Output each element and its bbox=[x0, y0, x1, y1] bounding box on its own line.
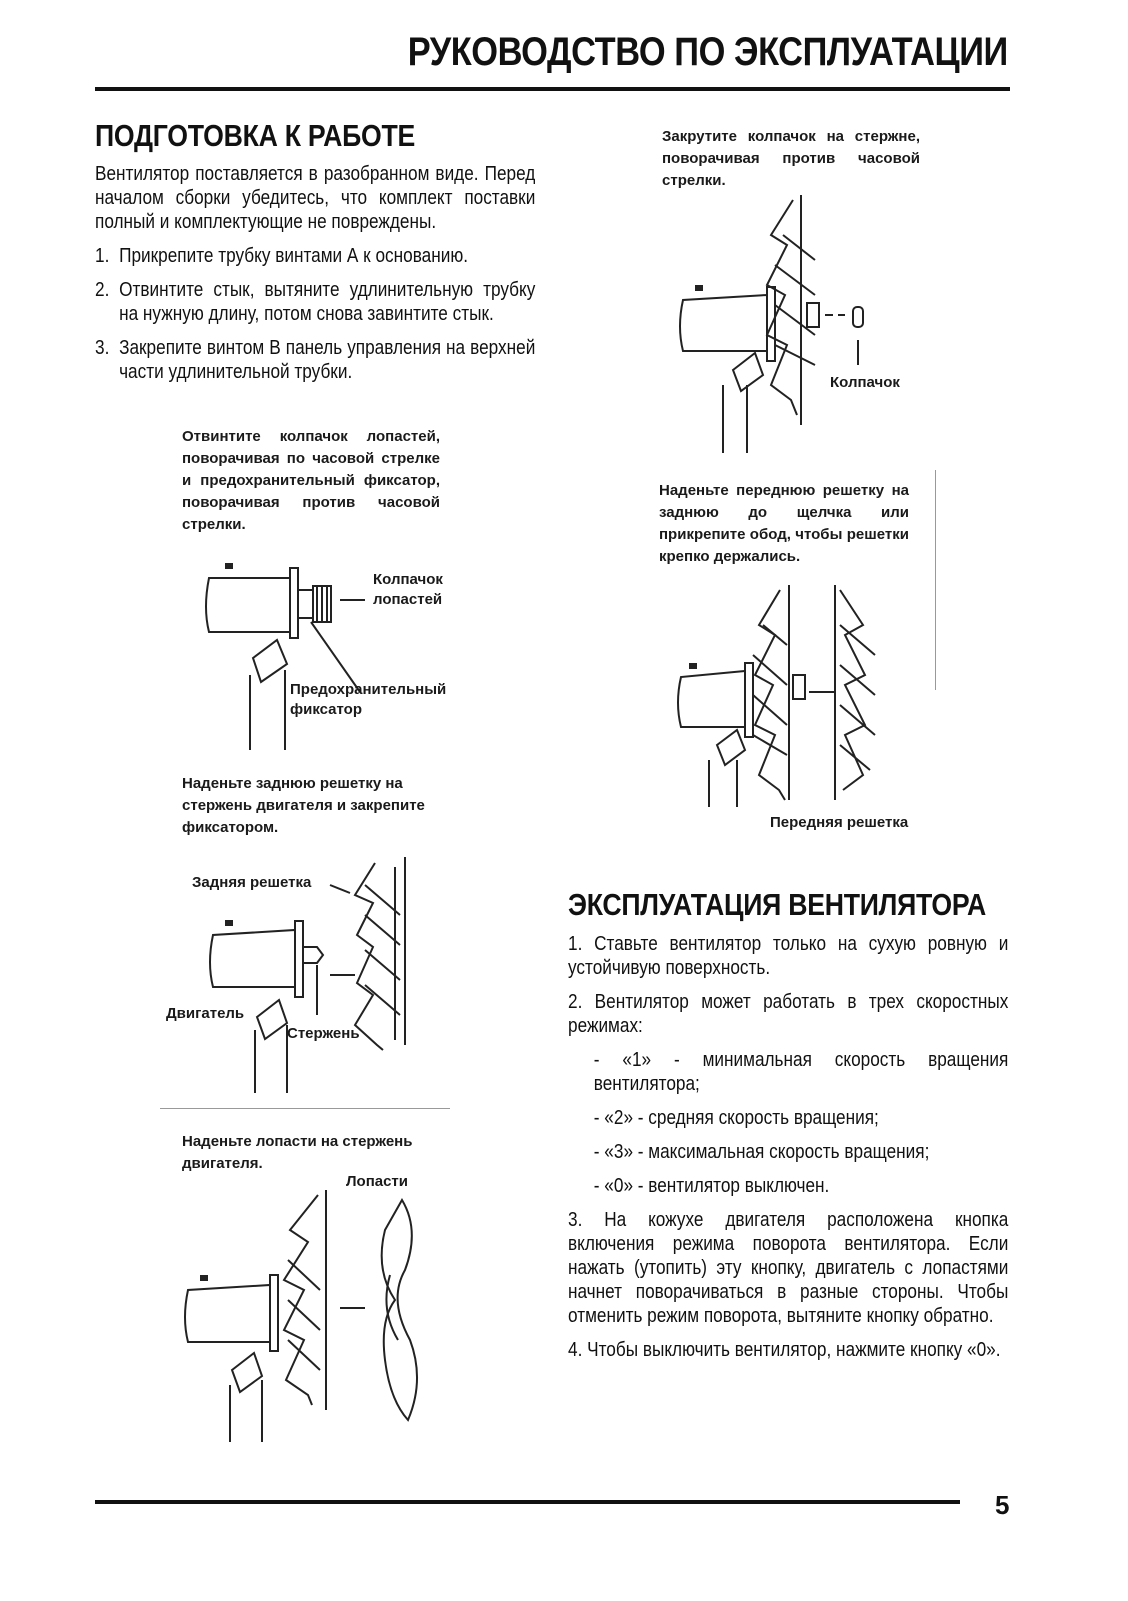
label-shaft: Стержень bbox=[287, 1025, 360, 1042]
figure-3-caption: Наденьте лопасти на стержень двигателя. bbox=[182, 1133, 413, 1172]
step-text: Прикрепите трубку винтами А к основанию. bbox=[119, 245, 469, 267]
label-blade-cap-line2: лопастей bbox=[373, 591, 443, 608]
section-title-operation: ЭКСПЛУАТАЦИЯ ВЕНТИЛЯТОРА bbox=[568, 887, 987, 922]
figure-4-caption: Закрутите колпачок на стержне, поворачивая против часовой стрелки. bbox=[662, 128, 920, 189]
step-number: 3. bbox=[95, 337, 110, 359]
figure-3-blades-illustration bbox=[180, 1190, 430, 1445]
label-blade-cap-line1: Колпачок bbox=[373, 571, 443, 588]
section-title-preparation: ПОДГОТОВКА К РАБОТЕ bbox=[95, 118, 416, 153]
label-safety-lock-line2: фиксатор bbox=[290, 701, 362, 718]
operation-text bbox=[568, 932, 1008, 1372]
figure-divider bbox=[160, 1108, 450, 1109]
list-item bbox=[95, 278, 535, 326]
label-motor: Двигатель bbox=[166, 1005, 245, 1022]
preparation-text bbox=[95, 162, 535, 394]
label-safety-lock-line1: Предохранительный bbox=[290, 681, 447, 698]
assembly-steps bbox=[95, 244, 535, 384]
label-cap: Колпачок bbox=[830, 374, 900, 391]
operation-paragraph-3: 3. На кожухе двигателя расположена кнопка включения режима поворота вентилятора. Если нажать (утопить) эту кнопку, двигатель с лопастями начнет поворачиваться в разные стороны. Чтобы отменить режим поворота, вытяните кнопку обратно. bbox=[568, 1209, 1009, 1327]
label-rear-grille: Задняя решетка bbox=[192, 874, 312, 891]
step-number: 1. bbox=[95, 245, 110, 267]
step-text: Закрепите винтом В панель управления на верхней части удлинительной трубки. bbox=[119, 337, 536, 383]
figure-1-fan-illustration bbox=[195, 560, 355, 755]
speed-mode-item: - «0» - вентилятор выключен. bbox=[593, 1175, 830, 1197]
operation-paragraph-2: 2. Вентилятор может работать в трех скоростных режимах: bbox=[568, 991, 1009, 1037]
preparation-intro: Вентилятор поставляется в разобранном виде. Перед началом сборки убедитесь, что комплект поставки полный и комплектующие не повреждены. bbox=[95, 163, 536, 233]
operation-paragraph-1: 1. Ставьте вентилятор только на сухую ровную и устойчивую поверхность. bbox=[568, 933, 1009, 979]
header-rule bbox=[95, 87, 1010, 91]
figure-5-caption: Наденьте переднюю решетку на заднюю до щелчка или прикрепите обод, чтобы решетки крепко держались. bbox=[659, 482, 909, 565]
step-number: 2. bbox=[95, 279, 110, 301]
figure-divider bbox=[935, 470, 936, 690]
speed-mode-item: - «3» - максимальная скорость вращения; bbox=[593, 1141, 930, 1163]
speed-mode-item: - «1» - минимальная скорость вращения вентилятора; bbox=[593, 1049, 1009, 1095]
figure-1-caption: Отвинтите колпачок лопастей, поворачивая по часовой стрелке и предохранительный фиксатор, поворачивая против часовой стрелки. bbox=[182, 428, 440, 533]
operation-paragraph-4: 4. Чтобы выключить вентилятор, нажмите кнопку «0». bbox=[568, 1339, 1001, 1361]
list-item bbox=[95, 336, 535, 384]
label-front-grille: Передняя решетка bbox=[770, 814, 909, 831]
page-title: РУКОВОДСТВО ПО ЭКСПЛУАТАЦИИ bbox=[407, 30, 1008, 74]
figure-4-cap-illustration bbox=[675, 195, 875, 457]
label-blades: Лопасти bbox=[346, 1173, 408, 1190]
list-item bbox=[95, 244, 535, 268]
figure-2-caption: Наденьте заднюю решетку на стержень двигателя и закрепите фиксатором. bbox=[182, 775, 425, 836]
page-number: 5 bbox=[995, 1490, 1010, 1520]
label-blade-cap bbox=[373, 570, 443, 610]
label-safety-lock bbox=[290, 680, 446, 720]
figure-5-front-grille-illustration bbox=[675, 585, 890, 810]
speed-mode-item: - «2» - средняя скорость вращения; bbox=[593, 1107, 879, 1129]
step-text: Отвинтите стык, вытяните удлинительную трубку на нужную длину, потом снова завинтите стык. bbox=[119, 279, 536, 325]
footer-rule bbox=[95, 1500, 960, 1504]
